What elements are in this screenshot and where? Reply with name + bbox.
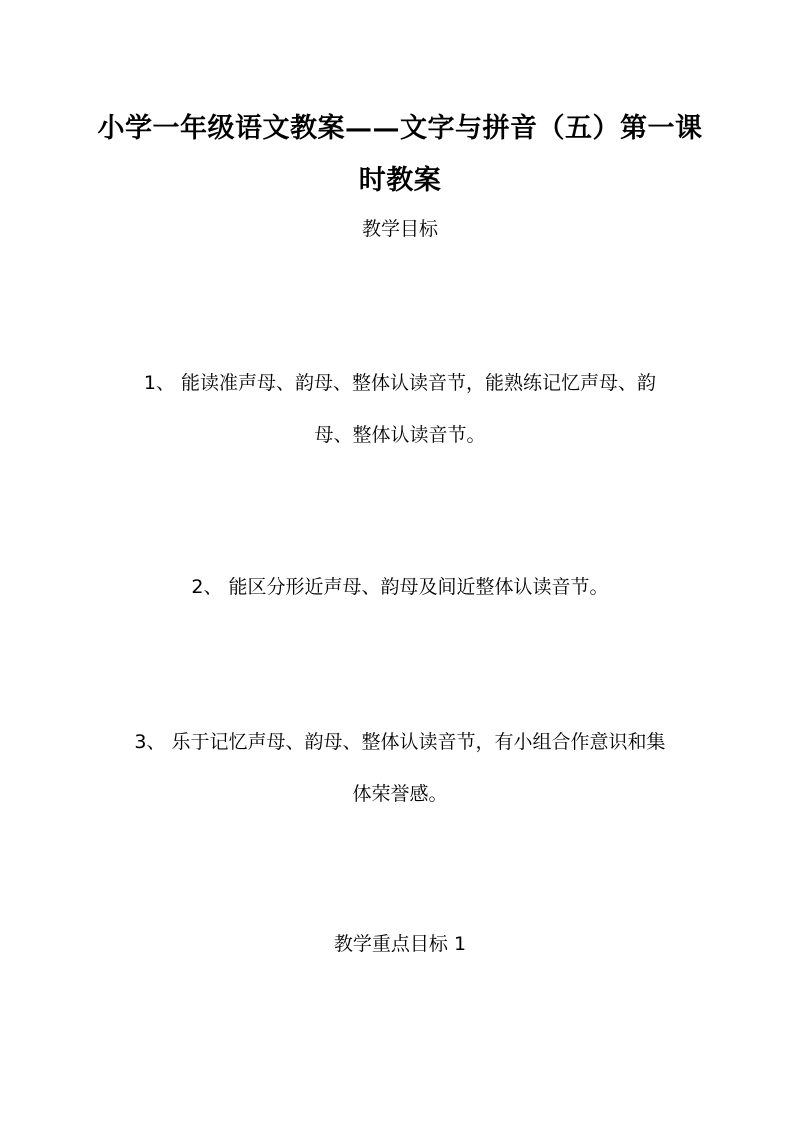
objective-1-line-2: 母、整体认读音节。 [314, 424, 486, 446]
objective-2: 2、 能区分形近声母、韵母及间近整体认读音节。 [191, 576, 609, 598]
objective-3-line-1: 3、 乐于记忆声母、韵母、整体认读音节，有小组合作意识和集 [134, 731, 666, 753]
document-title-line-2: 时教案 [358, 165, 442, 196]
document-title-line-1: 小学一年级语文教案——文字与拼音（五）第一课 [97, 113, 703, 144]
objectives-heading: 教学目标 [361, 218, 438, 240]
objective-1-line-1: 1、 能读准声母、韵母、整体认读音节，能熟练记忆声母、韵 [143, 372, 657, 394]
key-objective-heading: 教学重点目标 1 [333, 933, 467, 955]
objective-3-line-2: 体荣誉感。 [352, 783, 448, 805]
